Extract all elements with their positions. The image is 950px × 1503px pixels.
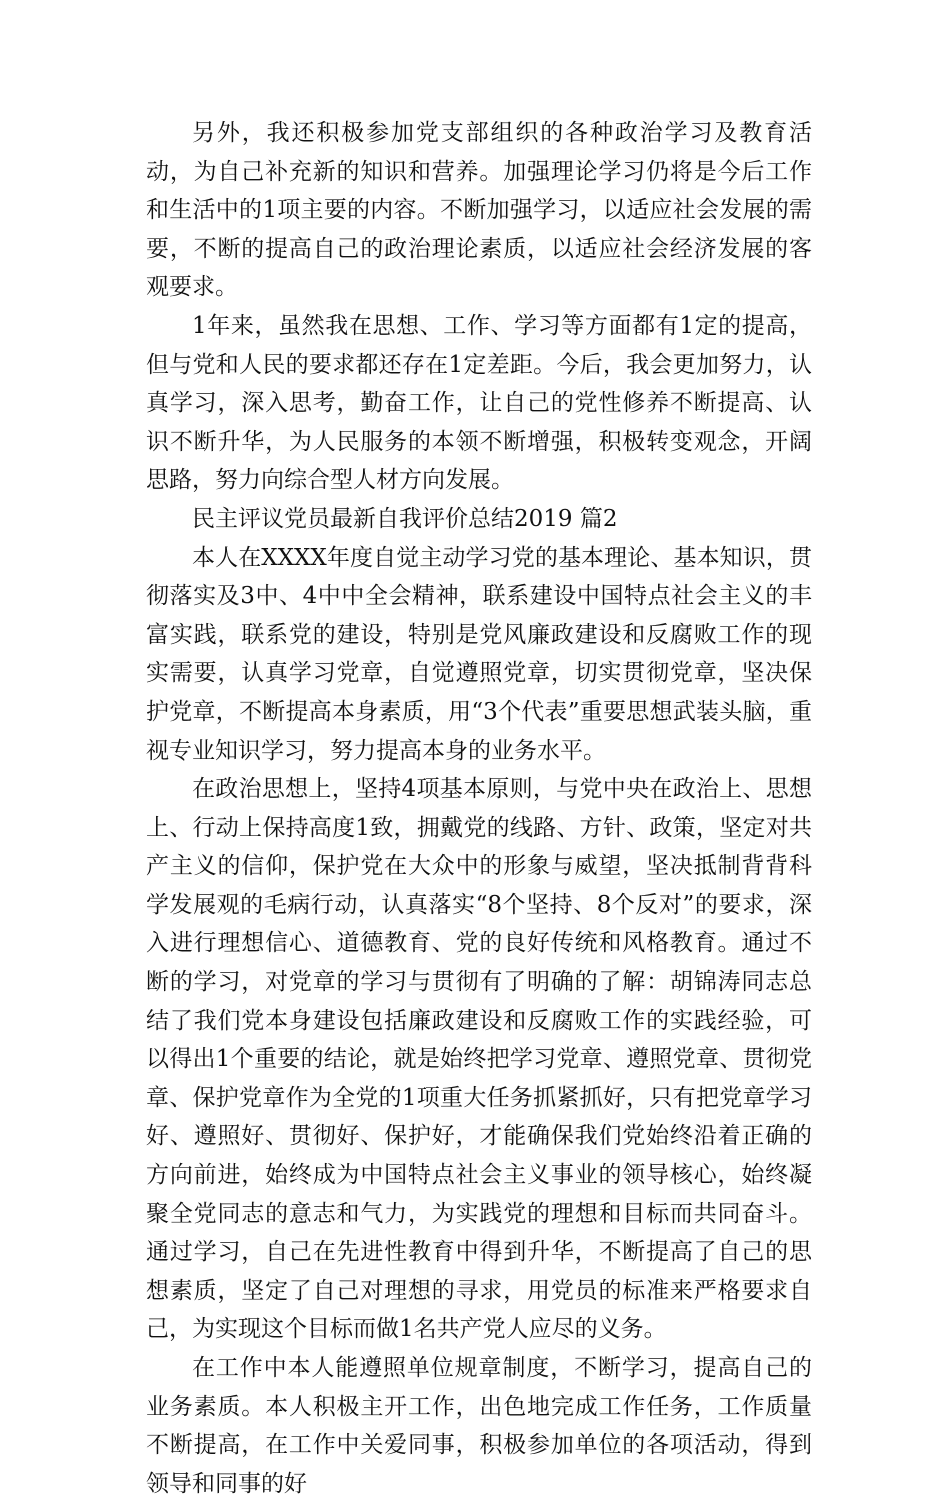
paragraph-political-thought: 在政治思想上，坚持4项基本原则，与党中央在政治上、思想上、行动上保持高度1致，拥戴党的线路、方针、政策，坚定对共产主义的信仰，保护党在大众中的形象与威望，坚决抵制背背科学发展观的毛病行动，认真落实“8个坚持、8个反对”的要求，深入进行理想信心、道德教育、党的良好传统和风格教育。通过不断的学习，对党章的学习与贯彻有了明确的了解：胡锦涛同志总结了我们党本身建设包括廉政建设和反腐败工作的实践经验，可以得出1个重要的结论，就是始终把学习党章、遵照党章、贯彻党章、保护党章作为全党的1项重大任务抓紧抓好，只有把党章学习好、遵照好、贯彻好、保护好，才能确保我们党始终沿着正确的方向前进，始终成为中国特点社会主义事业的领导核心，始终凝聚全党同志的意志和气力，为实践党的理想和目标而共同奋斗。通过学习，自己在先进性教育中得到升华，不断提高了自己的思想素质，坚定了自己对理想的寻求，用党员的标准来严格要求自己，为实现这个目标而做1名共产党人应尽的义务。 [146,776,812,1343]
paragraph-work-performance: 在工作中本人能遵照单位规章制度，不断学习，提高自己的业务素质。本人积极主开工作，出色地完成工作任务，工作质量不断提高，在工作中关爱同事，积极参加单位的各项活动，得到领导和同事的好 [146,1355,812,1497]
paragraph-year-review: 1年来，虽然我在思想、工作、学习等方面都有1定的提高，但与党和人民的要求都还存在1定差距。今后，我会更加努力，认真学习，深入思考，勤奋工作，让自己的党性修养不断提高、认识不断升华，为人民服务的本领不断增强，积极转变观念，开阔思路，努力向综合型人材方向发展。 [146,312,812,494]
paragraph-study-activities: 另外，我还积极参加党支部组织的各种政治学习及教育活动，为自己补充新的知识和营养。加强理论学习仍将是今后工作和生活中的1项主要的内容。不断加强学习，以适应社会发展的需要，不断的提高自己的政治理论素质，以适应社会经济发展的客观要求。 [146,120,812,301]
document-body [146,114,812,1503]
section-heading: 民主评议党员最新自我评价总结2019 篇2 [192,505,618,532]
paragraph-theory-study: 本人在XXXX年度自觉主动学习党的基本理论、基本知识，贯彻落实及3中、4中中全会精神，联系建设中国特点社会主义的丰富实践，联系党的建设，特别是党风廉政建设和反腐败工作的现实需要，认真学习党章，自觉遵照党章，切实贯彻党章，坚决保护党章，不断提高本身素质，用“3个代表”重要思想武装头脑，重视专业知识学习，努力提高本身的业务水平。 [146,544,812,764]
